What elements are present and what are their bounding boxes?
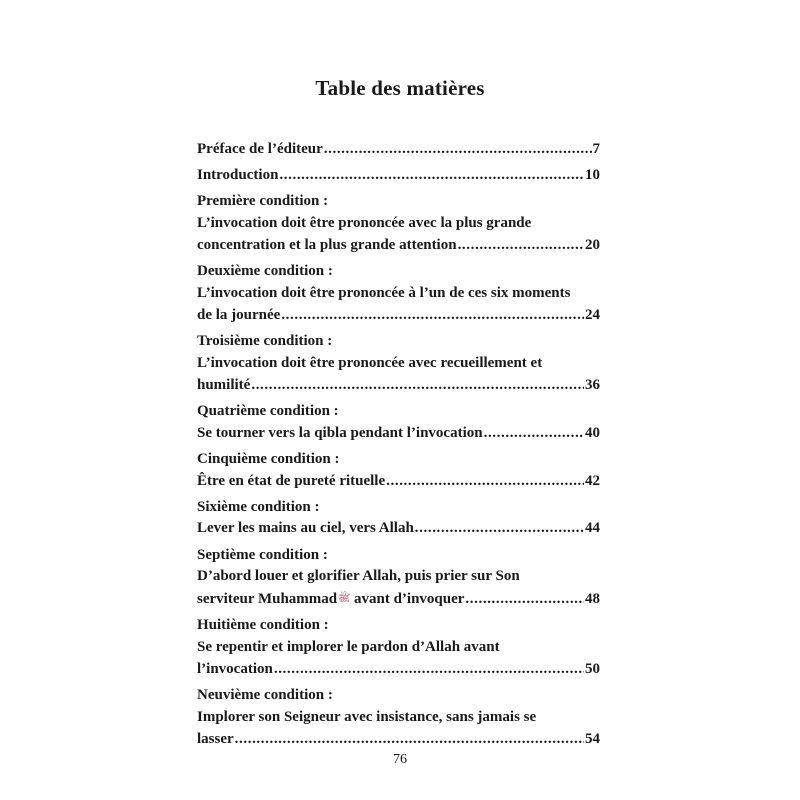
salawat-symbol-icon: ﷺ <box>338 593 351 605</box>
toc-entry-heading: Neuvième condition : <box>197 687 333 704</box>
toc-entry-line: L’invocation doit être prononcée avec la plus grande <box>197 215 532 232</box>
toc-page-number: 42 <box>585 472 600 489</box>
toc-entry-final-line <box>197 729 600 751</box>
toc-entry-final-line <box>197 165 600 187</box>
toc-dot-leader <box>281 305 584 327</box>
toc-entry-text: lasser <box>197 730 234 747</box>
toc-entry <box>197 139 600 161</box>
toc-page-number: 50 <box>585 661 600 678</box>
toc-dot-leader <box>484 423 584 445</box>
toc-entry-text: Préface de l’éditeur <box>197 141 323 157</box>
toc-entry-heading: Huitième condition : <box>197 617 329 634</box>
toc-entry-line: L’invocation doit être prononcée avec recueillement et <box>197 354 543 371</box>
toc-entry-heading: Première condition : <box>197 193 329 210</box>
toc-dot-leader <box>324 139 592 161</box>
toc-entry <box>197 449 600 493</box>
toc-entry <box>197 685 600 750</box>
toc-page-number: 20 <box>585 236 600 253</box>
toc-entry <box>197 497 600 541</box>
toc-entry <box>197 401 600 445</box>
toc-entry-heading: Quatrième condition : <box>197 402 339 419</box>
toc-entry-text <box>197 588 464 611</box>
toc-entry-heading: Troisième condition : <box>197 332 333 349</box>
toc-entry-line: Implorer son Seigneur avec insistance, sans jamais se <box>197 709 537 726</box>
toc-entry-text-part: avant d’invoquer <box>350 591 465 608</box>
toc-page-number: 7 <box>592 141 600 157</box>
toc-entry <box>197 331 600 396</box>
toc-entry-final-line <box>197 139 600 161</box>
toc-entry-final-line <box>197 375 600 397</box>
toc-entry-final-line <box>197 588 600 611</box>
toc-page-number: 10 <box>585 167 600 184</box>
toc-entry-final-line <box>197 305 600 327</box>
toc-page-number: 44 <box>585 520 600 537</box>
page-number: 76 <box>393 752 407 767</box>
toc-dot-leader <box>251 375 584 397</box>
toc-entry-text: Introduction <box>197 167 279 184</box>
toc-dot-leader <box>386 471 584 493</box>
toc-entry <box>197 165 600 187</box>
toc-entry-text: humilité <box>197 376 251 393</box>
toc-dot-leader <box>415 518 584 540</box>
toc-entry <box>197 191 600 256</box>
toc-entry-line: Se repentir et implorer le pardon d’Allah avant <box>197 639 500 656</box>
toc-entry-heading: Cinquième condition : <box>197 450 340 467</box>
toc-dot-leader <box>274 659 584 681</box>
toc-entry-line: D’abord louer et glorifier Allah, puis prier sur Son <box>197 568 520 585</box>
toc-entry-text: Se tourner vers la qibla pendant l’invocation <box>197 424 483 441</box>
toc-entry-heading: Septième condition : <box>197 546 328 563</box>
toc-page-number: 36 <box>585 376 600 393</box>
toc-entry-heading: Sixième condition : <box>197 498 320 515</box>
toc-entry <box>197 261 600 326</box>
toc-page-number: 54 <box>585 730 600 747</box>
toc-dot-leader <box>458 235 584 257</box>
toc-entry-text-part: serviteur Muhammad <box>197 591 338 608</box>
toc-entry-heading: Deuxième condition : <box>197 263 333 280</box>
toc-entry <box>197 615 600 680</box>
table-of-contents <box>197 139 600 755</box>
toc-dot-leader <box>279 165 584 187</box>
toc-page-number: 40 <box>585 424 600 441</box>
toc-entry-final-line <box>197 471 600 493</box>
toc-entry-line: L’invocation doit être prononcée à l’un de ces six moments <box>197 284 571 301</box>
page-title: Table des matières <box>315 76 485 100</box>
toc-dot-leader <box>465 589 584 611</box>
toc-entry-final-line <box>197 659 600 681</box>
toc-entry-final-line <box>197 235 600 257</box>
toc-entry-final-line <box>197 518 600 540</box>
toc-entry-text: Lever les mains au ciel, vers Allah <box>197 520 414 537</box>
toc-entry-text: Être en état de pureté rituelle <box>197 472 386 489</box>
toc-entry-text: l’invocation <box>197 661 273 678</box>
toc-entry <box>197 545 600 611</box>
toc-page-number: 24 <box>585 306 600 323</box>
toc-dot-leader <box>235 729 584 751</box>
toc-entry-text: de la journée <box>197 306 281 323</box>
toc-entry-text: concentration et la plus grande attention <box>197 236 457 253</box>
toc-entry-final-line <box>197 423 600 445</box>
toc-page-number: 48 <box>585 591 600 608</box>
